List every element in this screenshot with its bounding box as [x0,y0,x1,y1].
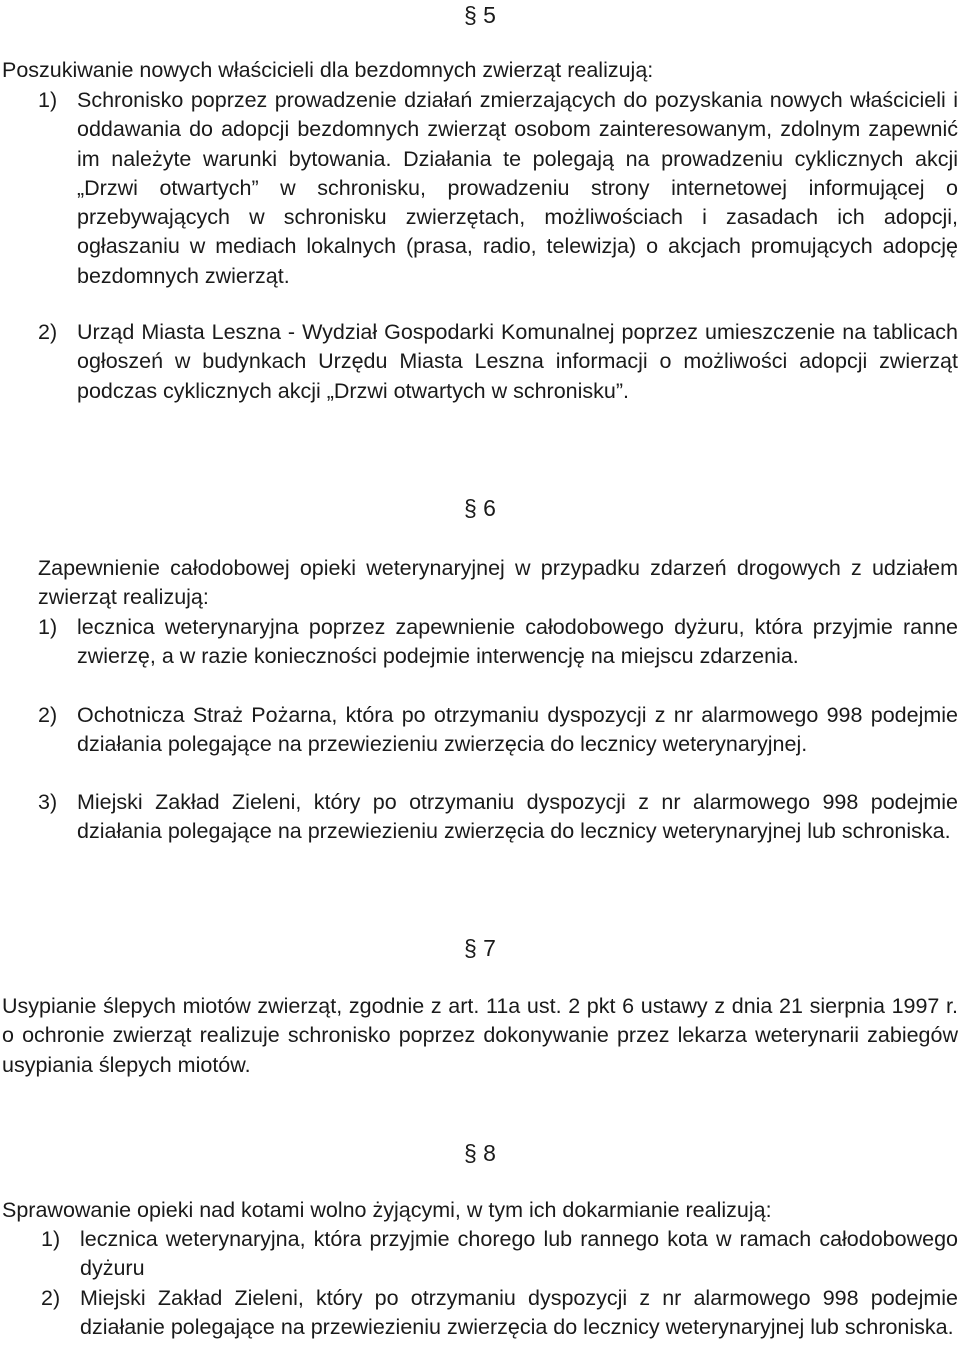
section-8-item-2 [41,1284,958,1343]
item-text: Miejski Zakład Zieleni, który po otrzymaniu dyspozycji z nr alarmowego 998 podejmie działanie polegające na przewiezieniu zwierzęcia do lecznicy weterynaryjnej lub schroniska. [80,1286,958,1340]
section-6-item-1 [38,613,958,672]
section-6-intro: Zapewnienie całodobowej opieki weterynaryjnej w przypadku zdarzeń drogowych z udziałem zwierząt realizują: [38,556,958,610]
section-6-item-2 [38,701,958,760]
item-text: Ochotnicza Straż Pożarna, która po otrzymaniu dyspozycji z nr alarmowego 998 podejmie działania polegające na przewiezieniu zwierzęcia do lecznicy weterynaryjnej. [77,703,958,757]
section-5-mark: § 5 [464,2,496,28]
section-5-item-2 [38,318,958,406]
section-6-mark: § 6 [464,495,496,521]
item-number: 3) [38,790,58,814]
item-text: lecznica weterynaryjna, która przyjmie chorego lub rannego kota w ramach całodobowego dyżuru [80,1227,958,1281]
section-7-intro: Usypianie ślepych miotów zwierząt, zgodnie z art. 11a ust. 2 pkt 6 ustawy z dnia 21 sierpnia 1997 r. o ochronie zwierząt realizuje schronisko poprzez dokonywanie przez lekarza weterynarii zabiegów usypiania ślepych miotów. [2,994,958,1077]
section-8-mark: § 8 [464,1140,496,1166]
section-6-item-3 [38,788,958,847]
item-text: Urząd Miasta Leszna - Wydział Gospodarki Komunalnej poprzez umieszczenie na tablicach ogłoszeń w budynkach Urzędu Miasta Leszna informacji o możliwości adopcji zwierząt podczas cyklicznych akcji „Drzwi otwartych w schronisku”. [77,320,958,403]
item-text: Miejski Zakład Zieleni, który po otrzymaniu dyspozycji z nr alarmowego 998 podejmie działania polegające na przewiezieniu zwierzęcia do lecznicy weterynaryjnej lub schroniska. [77,790,958,844]
item-number: 1) [38,615,58,639]
item-text: Schronisko poprzez prowadzenie działań zmierzających do pozyskania nowych właścicieli i oddawania do adopcji bezdomnych zwierząt osobom zainteresowanym, zdolnym zapewnić im należyte warunki bytowania. Działania te polegają na prowadzeniu cyklicznych akcji „Drzwi otwartych” w schronisku, prowadzeniu strony internetowej informującej o przebywających w schronisku zwierzętach, możliwościach i zasadach ich adopcji, ogłaszaniu w mediach lokalnych (prasa, radio, telewizja) o akcjach promujących adopcję bezdomnych zwierząt. [77,88,958,288]
item-number: 2) [38,320,58,344]
section-7-heading [0,933,960,963]
section-8-item-1 [41,1225,958,1284]
item-text: lecznica weterynaryjna poprzez zapewnienie całodobowego dyżuru, która przyjmie ranne zwierzę, a w razie konieczności podejmie interwencję na miejscu zdarzenia. [77,615,958,669]
item-number: 1) [38,88,58,112]
section-5-item-1 [38,86,958,291]
section-6-heading [0,493,960,523]
section-5-heading [0,0,960,30]
section-8-heading [0,1138,960,1168]
item-number: 1) [41,1227,61,1251]
section-5-intro: Poszukiwanie nowych właścicieli dla bezdomnych zwierząt realizują: [2,58,654,82]
item-number: 2) [41,1286,61,1310]
section-8-intro: Sprawowanie opieki nad kotami wolno żyjącymi, w tym ich dokarmianie realizują: [2,1198,772,1222]
section-7-mark: § 7 [464,935,496,961]
item-number: 2) [38,703,58,727]
